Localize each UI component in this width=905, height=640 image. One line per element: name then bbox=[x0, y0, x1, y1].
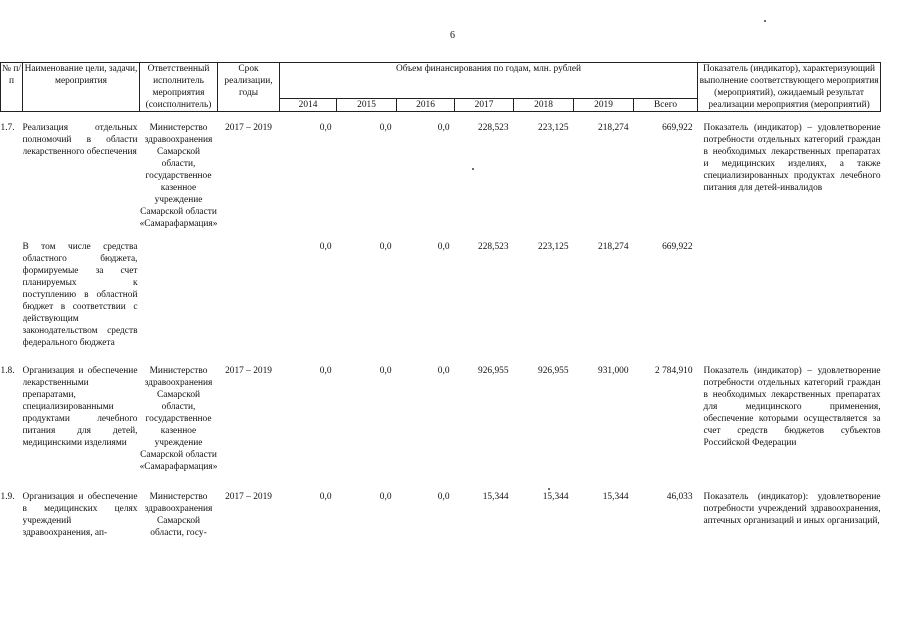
value-2014: 0,0 bbox=[319, 492, 332, 502]
value-2017: 228,523 bbox=[478, 242, 509, 252]
scan-speck bbox=[764, 20, 766, 22]
row-number: 1.9. bbox=[0, 492, 15, 502]
table-row bbox=[1, 112, 881, 231]
header-funding: Объем финансирования по годам, млн. рублей bbox=[280, 63, 698, 99]
row-indicator: Показатель (индикатор) – удовлетворение потребности отдельных категорий граждан в необходимых лекарственных препаратах для медицинского применения, обеспечение которыми осуществляется за счет средств бюджетов субъектов Российской Федерации bbox=[703, 366, 881, 448]
value-total: 669,922 bbox=[662, 123, 693, 133]
row-indicator: Показатель (индикатор) – удовлетворение потребности отдельных категорий граждан в необходимых лекарственных препаратах и медицинских изделиях, а также специализированных продуктах лечебного питания для детей-инвалидов bbox=[703, 123, 881, 193]
value-2017: 15,344 bbox=[482, 492, 509, 502]
row-executor: Министерство здравоохранения Самарской области, госу- bbox=[144, 492, 213, 538]
header-year-2017: 2017 bbox=[455, 99, 514, 112]
value-2018: 926,955 bbox=[538, 366, 569, 376]
value-2017: 926,955 bbox=[478, 366, 509, 376]
row-name: В том числе средства областного бюджета, формируемые за счет планируемых к поступлению в областной бюджет в соответствии с действующим законодательством средств федерального бюджета bbox=[22, 242, 138, 348]
header-year-2019: 2019 bbox=[574, 99, 634, 112]
row-number: 1.7. bbox=[0, 123, 15, 133]
row-name: Реализация отдельных полномочий в области лекарственного обеспечения bbox=[22, 123, 138, 157]
header-term: Срок реализации, годы bbox=[218, 63, 280, 112]
row-term: 2017 – 2019 bbox=[225, 492, 272, 502]
value-2015: 0,0 bbox=[379, 366, 392, 376]
value-2015: 0,0 bbox=[379, 123, 392, 133]
value-2016: 0,0 bbox=[437, 242, 450, 252]
value-2015: 0,0 bbox=[379, 242, 392, 252]
header-name: Наименование цели, задачи, мероприятия bbox=[23, 63, 140, 112]
header-indicator: Показатель (индикатор), характеризующий выполнение соответствующего мероприятия (мероприятий), ожидаемый результат реализации мероприятия (мероприятий) bbox=[698, 63, 881, 112]
row-term bbox=[218, 230, 280, 351]
value-2016: 0,0 bbox=[437, 123, 450, 133]
header-total: Всего bbox=[634, 99, 698, 112]
header-year-2016: 2016 bbox=[397, 99, 455, 112]
value-2019: 218,274 bbox=[598, 242, 629, 252]
row-executor bbox=[140, 230, 218, 351]
table-row bbox=[1, 230, 881, 351]
header-no: № п/п bbox=[1, 63, 23, 112]
value-2018: 223,125 bbox=[538, 242, 569, 252]
row-executor: Министерство здравоохранения Самарской области, государственное казенное учреждение Самарской области «Самарафармация» bbox=[139, 366, 218, 472]
header-year-2018: 2018 bbox=[514, 99, 574, 112]
value-2017: 228,523 bbox=[478, 123, 509, 133]
value-2014: 0,0 bbox=[319, 366, 332, 376]
value-2016: 0,0 bbox=[437, 366, 450, 376]
row-name: Организация и обеспечение лекарственными препаратами, специализированными продуктами лечебного питания для детей, медицинскими изделиями bbox=[22, 366, 138, 448]
value-2019: 931,000 bbox=[598, 366, 629, 376]
row-name: Организация и обеспечение в медицинских целях учреждений здравоохранения, ап- bbox=[22, 492, 138, 538]
financing-table bbox=[0, 62, 881, 539]
header-year-2015: 2015 bbox=[337, 99, 397, 112]
value-2016: 0,0 bbox=[437, 492, 450, 502]
value-2018: 223,125 bbox=[538, 123, 569, 133]
value-2014: 0,0 bbox=[319, 123, 332, 133]
value-2019: 218,274 bbox=[598, 123, 629, 133]
row-indicator bbox=[698, 230, 881, 351]
row-term: 2017 – 2019 bbox=[225, 123, 272, 133]
row-term: 2017 – 2019 bbox=[225, 366, 272, 376]
table-row bbox=[1, 477, 881, 539]
value-total: 46,033 bbox=[666, 492, 693, 502]
value-total: 669,922 bbox=[662, 242, 693, 252]
page-number: 6 bbox=[450, 30, 455, 41]
row-number: 1.8. bbox=[0, 366, 15, 376]
row-executor: Министерство здравоохранения Самарской области, государственное казенное учреждение Самарской области «Самарафармация» bbox=[139, 123, 218, 229]
value-2018: 15,344 bbox=[542, 492, 569, 502]
value-total: 2 784,910 bbox=[655, 366, 693, 376]
row-indicator: Показатель (индикатор): удовлетворение потребности учреждений здравоохранения, аптечных организаций и иных организаций, bbox=[703, 492, 881, 526]
value-2014: 0,0 bbox=[319, 242, 332, 252]
value-2015: 0,0 bbox=[379, 492, 392, 502]
row-number bbox=[1, 230, 23, 351]
table-row bbox=[1, 351, 881, 477]
value-2019: 15,344 bbox=[602, 492, 629, 502]
header-year-2014: 2014 bbox=[280, 99, 337, 112]
header-executor: Ответственный исполнитель мероприятия (соисполнитель) bbox=[140, 63, 218, 112]
